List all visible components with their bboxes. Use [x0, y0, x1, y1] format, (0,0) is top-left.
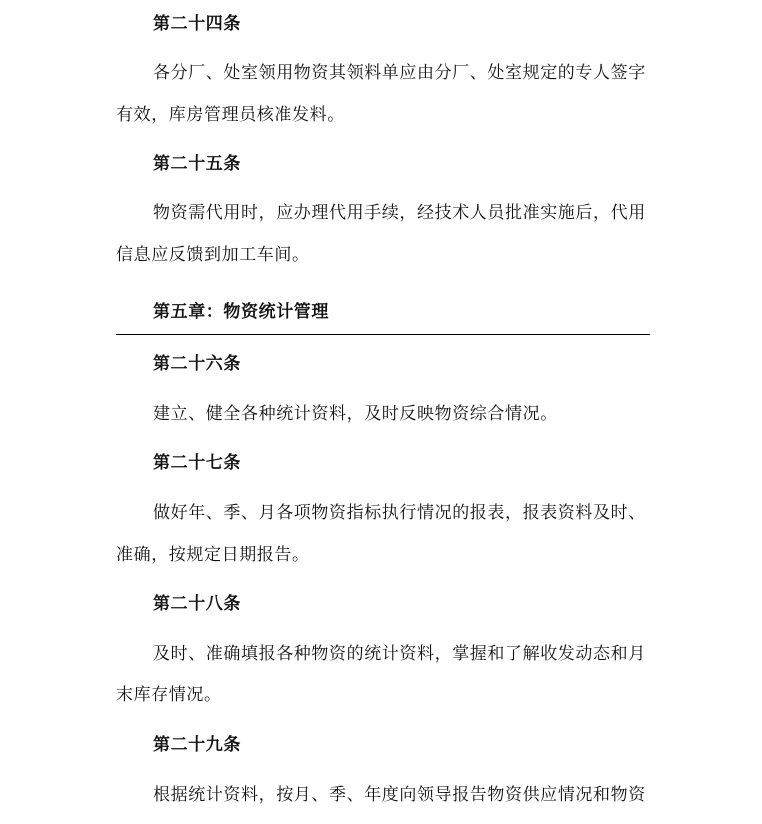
article-28-heading: 第二十八条 [153, 594, 241, 614]
article-28-text-line-2: 末库存情况。 [116, 685, 222, 705]
article-27-text-line-1: 做好年、季、月各项物资指标执行情况的报表，报表资料及时、 [153, 503, 646, 523]
chapter-5-heading: 第五章：物资统计管理 [153, 302, 329, 322]
article-25-text-line-1: 物资需代用时，应办理代用手续，经技术人员批准实施后，代用 [153, 203, 646, 223]
article-26-text-line-1: 建立、健全各种统计资料，及时反映物资综合情况。 [153, 404, 558, 424]
article-24-heading: 第二十四条 [153, 14, 241, 34]
article-27-heading: 第二十七条 [153, 453, 241, 473]
article-29-text-line-1: 根据统计资料，按月、季、年度向领导报告物资供应情况和物资 [153, 785, 646, 805]
article-24-text-line-2: 有效，库房管理员核准发料。 [116, 105, 345, 125]
article-26-heading: 第二十六条 [153, 354, 241, 374]
article-25-text-line-2: 信息应反馈到加工车间。 [116, 245, 310, 265]
article-24-text-line-1: 各分厂、处室领用物资其领料单应由分厂、处室规定的专人签字 [153, 63, 646, 83]
article-28-text-line-1: 及时、准确填报各种物资的统计资料，掌握和了解收发动态和月 [153, 644, 646, 664]
chapter-divider [116, 334, 650, 335]
article-25-heading: 第二十五条 [153, 154, 241, 174]
article-27-text-line-2: 准确，按规定日期报告。 [116, 545, 310, 565]
article-29-heading: 第二十九条 [153, 735, 241, 755]
